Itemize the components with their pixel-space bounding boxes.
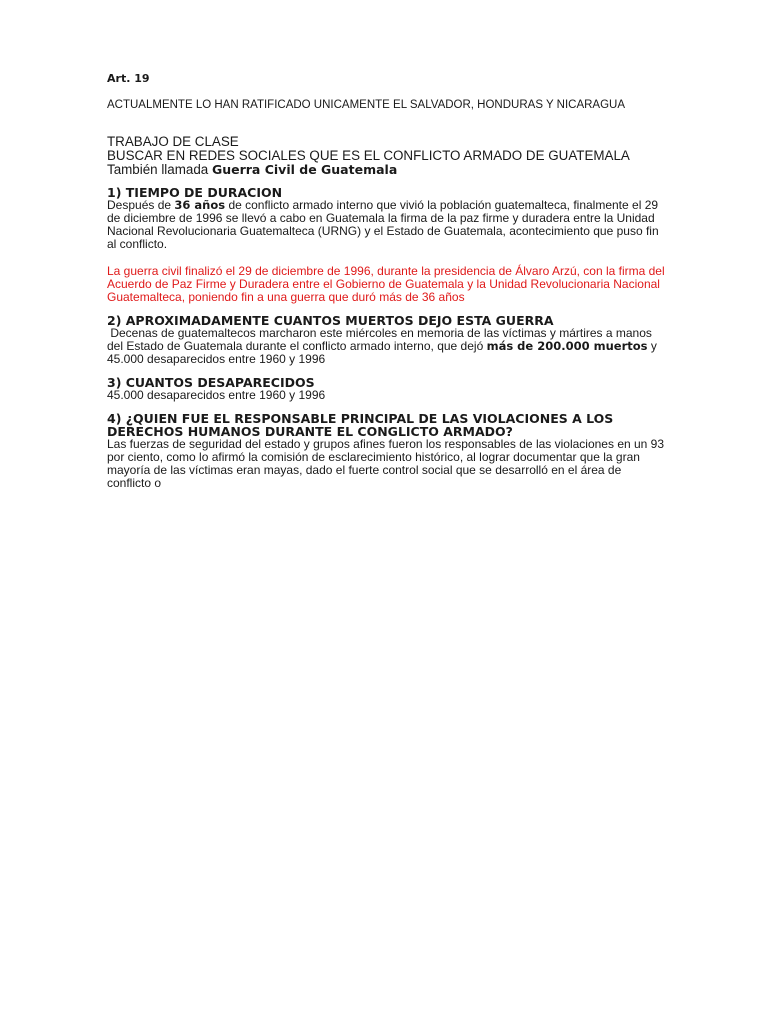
section-1-text-post: de conflicto armado interno que vivió la población guatemalteca, finalmente el 29 de diciembre de 1996 se llevó a cabo en Guatemala la firma de la paz firme y duradera entre la Unidad Nacional Revolucionaria Guatemalteca (URNG) y el Estado de Guatemala, acontecimiento que puso fin al conflicto. bbox=[107, 198, 659, 251]
assignment-block bbox=[107, 135, 667, 177]
section-1-text-pre: Después de bbox=[107, 198, 172, 212]
intro-paragraph: ACTUALMENTE LO HAN RATIFICADO UNICAMENTE EL SALVADOR, HONDURAS Y NICARAGUA bbox=[107, 99, 626, 111]
section-2-heading: 2) APROXIMADAMENTE CUANTOS MUERTOS DEJO ESTA GUERRA bbox=[107, 313, 554, 328]
section-3-text: 45.000 desaparecidos entre 1960 y 1996 bbox=[107, 388, 326, 402]
assignment-bold-term: Guerra Civil de Guatemala bbox=[211, 162, 398, 177]
section-4-text: Las fuerzas de seguridad del estado y grupos afines fueron los responsables de las violaciones en un 93 por ciento, como lo afirmó la comisión de esclarecimiento histórico, al lograr documentar que la gran mayoría de las víctimas eran mayas, dado el fuerte control social que se desarrolló en el área de conflicto o bbox=[107, 437, 665, 490]
section-2-text bbox=[107, 327, 667, 366]
section-3-heading: 3) CUANTOS DESAPARECIDOS bbox=[107, 375, 315, 390]
section-1-text-bold: 36 años bbox=[174, 198, 226, 212]
section-1-heading: 1) TIEMPO DE DURACION bbox=[107, 185, 283, 200]
section-2-text-bold: más de 200.000 muertos bbox=[486, 339, 648, 353]
section-responsible bbox=[107, 412, 667, 490]
article-label: Art. 19 bbox=[107, 72, 150, 85]
assignment-text: BUSCAR EN REDES SOCIALES QUE ES EL CONFLICTO ARMADO DE GUATEMALA También llamada bbox=[107, 148, 630, 177]
document-page bbox=[107, 72, 667, 490]
assignment-description bbox=[107, 149, 667, 177]
section-1-text bbox=[107, 199, 667, 251]
section-1-red-text: La guerra civil finalizó el 29 de diciembre de 1996, durante la presidencia de Álvaro Arzú, con la firma del Acuerdo de Paz Firme y Duradera entre el Gobierno de Guatemala y la Unidad Revolucionaria Nacional Guatemalteca, poniendo fin a una guerra que duró más de 36 años bbox=[107, 264, 665, 304]
section-duration bbox=[107, 186, 667, 304]
section-disappeared bbox=[107, 376, 667, 402]
section-2-text-post: y 45.000 desaparecidos entre 1960 y 1996 bbox=[107, 339, 657, 366]
assignment-title: TRABAJO DE CLASE bbox=[107, 134, 239, 149]
section-deaths bbox=[107, 314, 667, 366]
section-4-heading: 4) ¿QUIEN FUE EL RESPONSABLE PRINCIPAL DE LAS VIOLACIONES A LOS DERECHOS HUMANOS DURANTE EL CONGLICTO ARMADO? bbox=[107, 411, 614, 439]
section-2-text-pre: Decenas de guatemaltecos marcharon este miércoles en memoria de las víctimas y mártires a manos del Estado de Guatemala durante el conflicto armado interno, que dejó bbox=[107, 326, 652, 353]
